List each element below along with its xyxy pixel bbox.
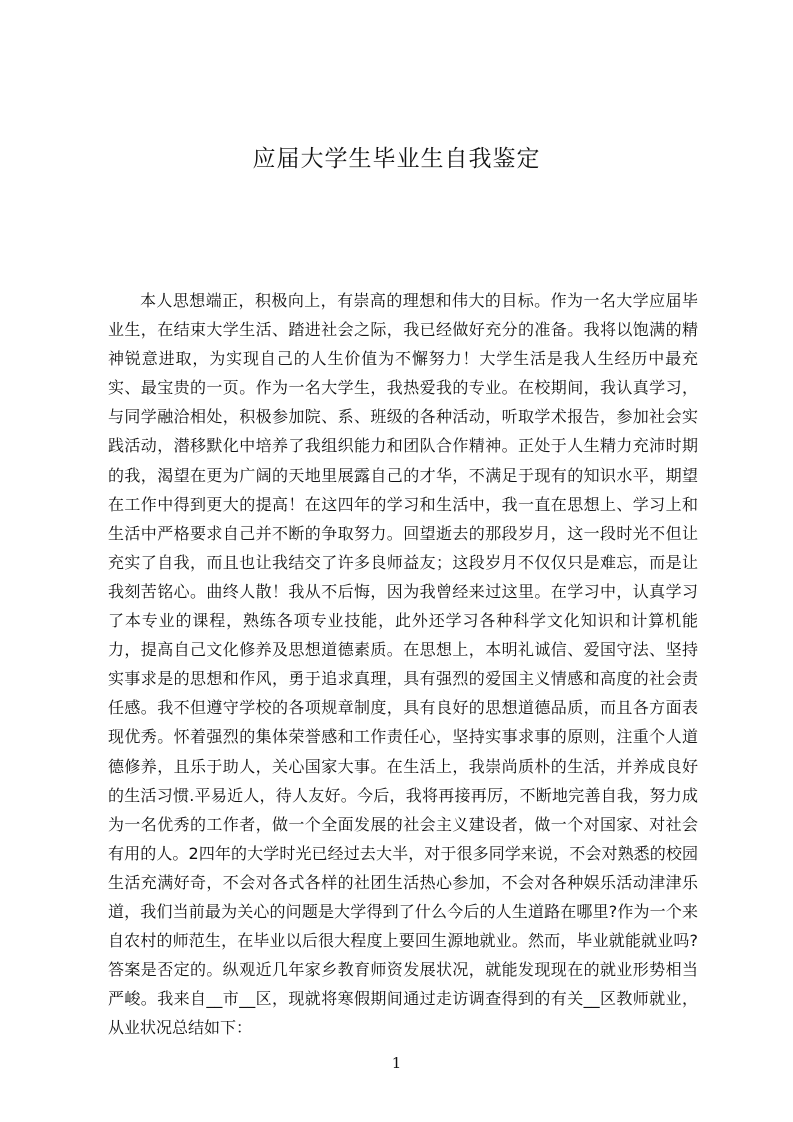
page-number: 1: [391, 1054, 402, 1072]
document-title: 应届大学生毕业生自我鉴定: [252, 146, 541, 172]
document-body-paragraph: 本人思想端正，积极向上，有崇高的理想和伟大的目标。作为一名大学应届毕业生，在结束大学生活、踏进社会之际，我已经做好充分的准备。我将以饱满的精神锐意进取，为实现自己的人生价值为不懈努力！大学生活是我人生经历中最充实、最宝贵的一页。作为一名大学生，我热爱我的专业。在校期间，我认真学习，与同学融洽相处，积极参加院、系、班级的各种活动，听取学术报告，参加社会实践活动，潜移默化中培养了我组织能力和团队合作精神。正处于人生精力充沛时期的我，渴望在更为广阔的天地里展露自己的才华，不满足于现有的知识水平，期望在工作中得到更大的提高！在这四年的学习和生活中，我一直在思想上、学习上和生活中严格要求自己并不断的争取努力。回望逝去的那段岁月，这一段时光不但让充实了自我，而且也让我结交了许多良师益友；这段岁月不仅仅只是难忘，而是让我刻苦铭心。曲终人散！我从不后悔，因为我曾经来过这里。在学习中，认真学习了本专业的课程，熟练各项专业技能，此外还学习各种科学文化知识和计算机能力，提高自己文化修养及思想道德素质。在思想上，本明礼诚信、爱国守法、坚持实事求是的思想和作风，勇于追求真理，具有强烈的爱国主义情感和高度的社会责任感。我不但遵守学校的各项规章制度，具有良好的思想道德品质，而且各方面表现优秀。怀着强烈的集体荣誉感和工作责任心，坚持实事求事的原则，注重个人道德修养，且乐于助人，关心国家大事。在生活上，我崇尚质朴的生活，并养成良好的生活习惯.平易近人，待人友好。今后，我将再接再厉，不断地完善自我，努力成为一名优秀的工作者，做一个全面发展的社会主义建设者，做一个对国家、对社会有用的人。2四年的大学时光已经过去大半，对于很多同学来说，不会对熟悉的校园生活充满好奇，不会对各式各样的社团生活热心参加，不会对各种娱乐活动津津乐道，我们当前最为关心的问题是大学得到了什么今后的人生道路在哪里?作为一个来自农村的师范生，在毕业以后很大程度上要回生源地就业。然而，毕业就能就业吗?答案是否定的。纵观近几年家乡教育师资发展状况，就能发现现在的就业形势相当严峻。我来自__市__区，现就将寒假期间通过走访调查得到的有关__区教师就业，从业状况总结如下：: [108, 291, 698, 1038]
